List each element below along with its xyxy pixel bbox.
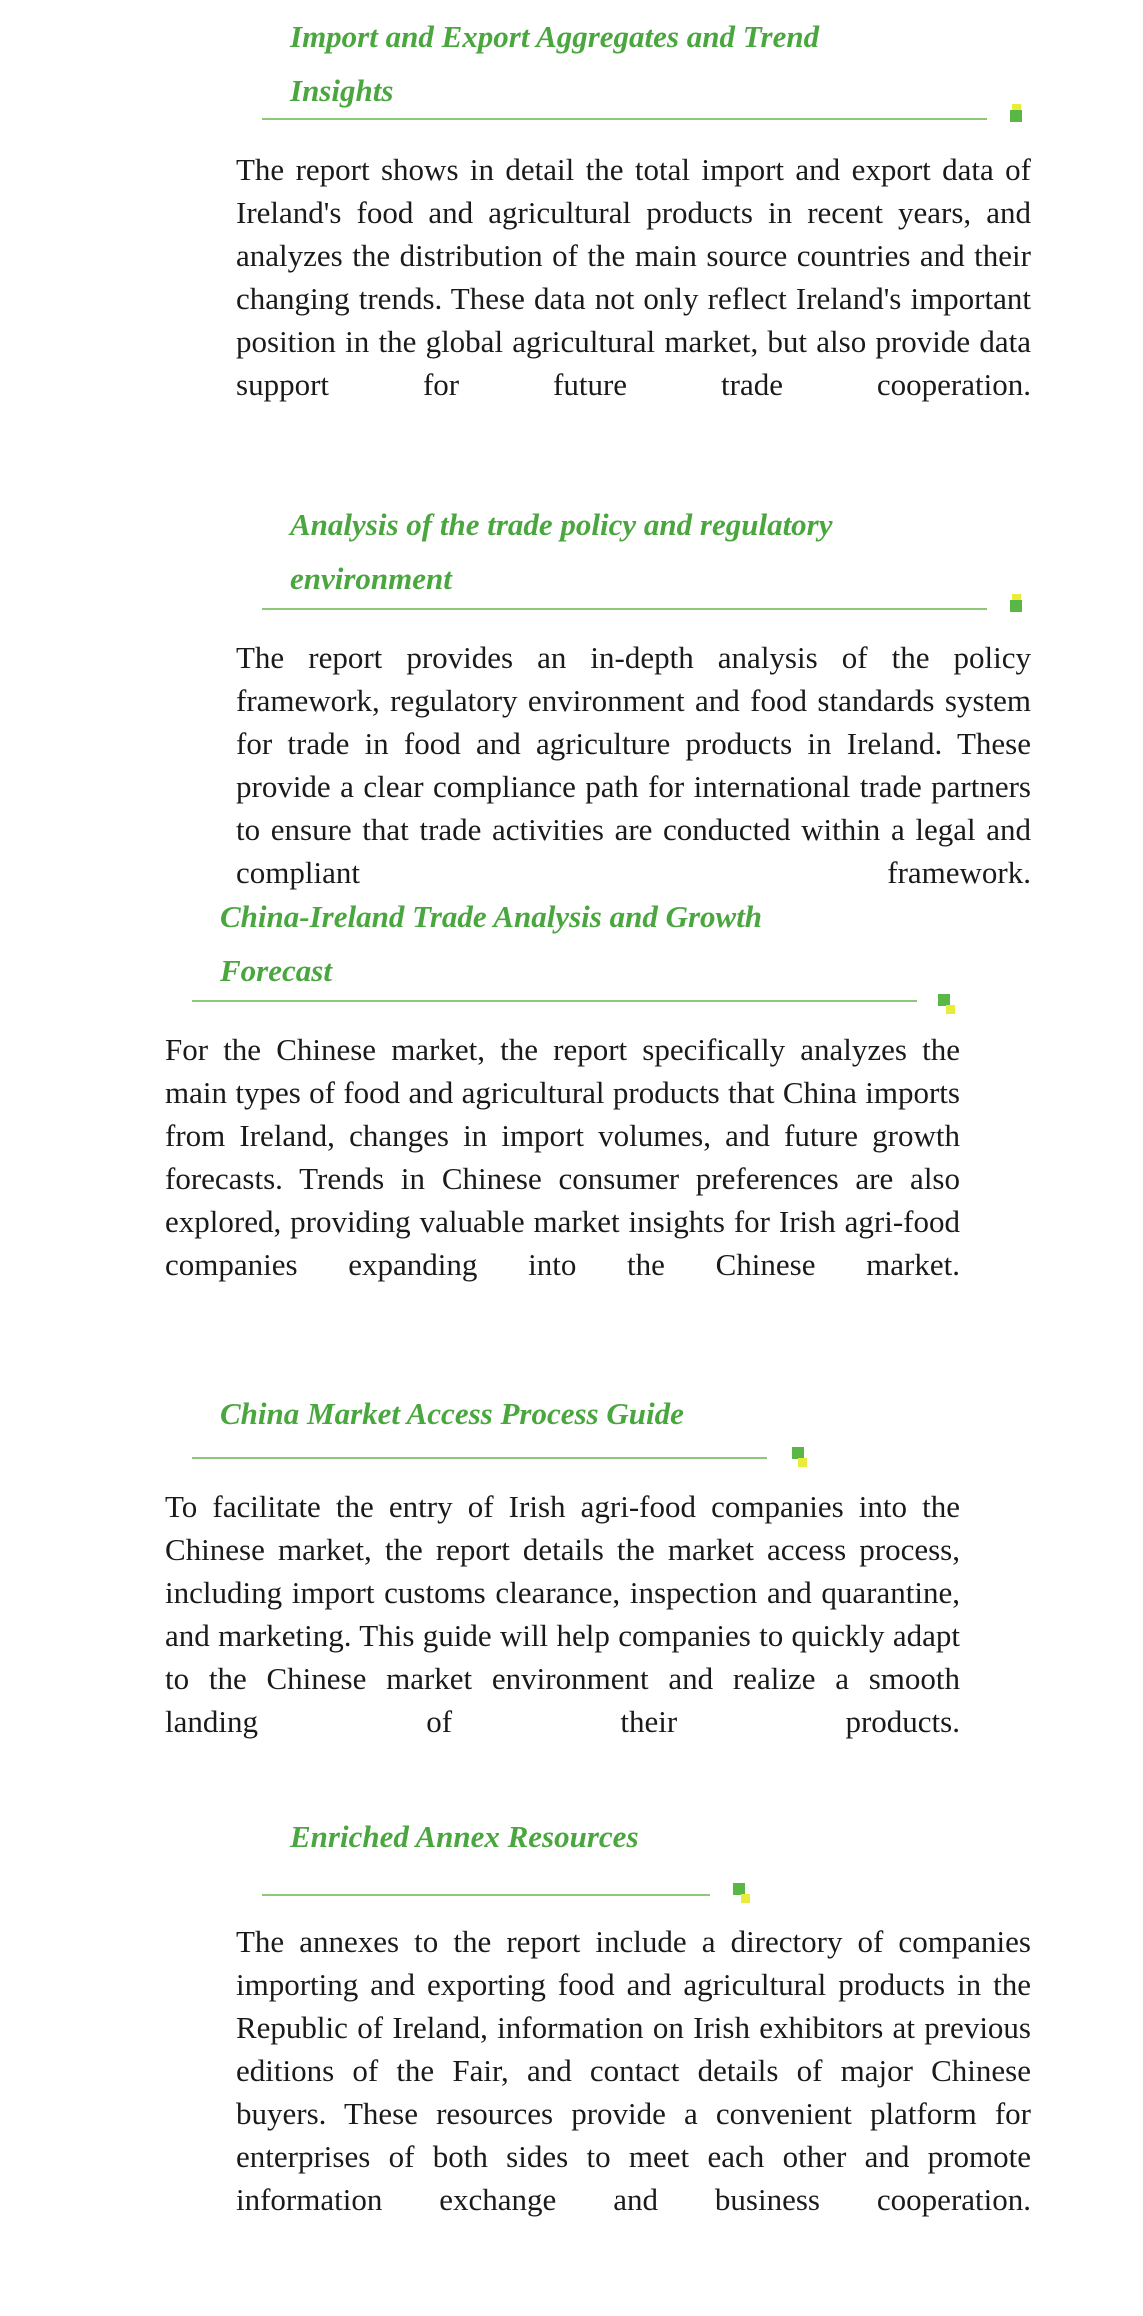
section-heading: Import and Export Aggregates and Trend Insights	[290, 19, 820, 108]
green-square-icon	[1008, 594, 1028, 616]
section-heading: Analysis of the trade policy and regulatory environment	[290, 507, 833, 596]
section-body: The report provides an in-depth analysis of the policy framework, regulatory environment and food standards system for trade in food and agriculture products in Ireland. These provide a clear compliance path for international trade partners to ensure that trade activities are conducted within a legal and compliant framework.	[236, 640, 1031, 890]
heading-underline	[262, 1894, 710, 1896]
green-square-icon	[733, 1883, 753, 1905]
heading-underline	[262, 608, 987, 610]
heading-underline	[262, 118, 987, 120]
section-annex-resources	[0, 1810, 1143, 2316]
section-heading: China-Ireland Trade Analysis and Growth Forecast	[220, 899, 763, 988]
section-body: The report shows in detail the total import and export data of Ireland's food and agricultural products in recent years, and analyzes the distribution of the main source countries and their changing trends. These data not only reflect Ireland's important position in the global agricultural market, but also provide data support for future trade cooperation.	[236, 152, 1031, 402]
heading-underline	[192, 1000, 917, 1002]
section-body: For the Chinese market, the report specifically analyzes the main types of food and agricultural products that China imports from Ireland, changes in import volumes, and future growth forecasts. Trends in Chinese consumer preferences are also explored, providing valuable market insights for Irish agri-food companies expanding into the Chinese market.	[165, 1032, 960, 1282]
green-square-icon	[792, 1447, 812, 1469]
section-trade-policy	[0, 490, 1143, 910]
section-heading: Enriched Annex Resources	[290, 1819, 639, 1854]
heading-underline	[192, 1457, 767, 1459]
section-heading: China Market Access Process Guide	[220, 1396, 684, 1431]
section-china-ireland-trade	[0, 890, 1143, 1350]
green-square-icon	[1008, 104, 1028, 126]
section-market-access	[0, 1375, 1143, 1795]
section-import-export	[0, 0, 1143, 470]
section-body: The annexes to the report include a directory of companies importing and exporting food and agricultural products in the Republic of Ireland, information on Irish exhibitors at previous editions of the Fair, and contact details of major Chinese buyers. These resources provide a convenient platform for enterprises of both sides to meet each other and promote information exchange and business cooperation.	[236, 1924, 1031, 2217]
section-body: To facilitate the entry of Irish agri-food companies into the Chinese market, the report details the market access process, including import customs clearance, inspection and quarantine, and marketing. This guide will help companies to quickly adapt to the Chinese market environment and realize a smooth landing of their products.	[165, 1489, 960, 1739]
green-square-icon	[938, 994, 958, 1016]
